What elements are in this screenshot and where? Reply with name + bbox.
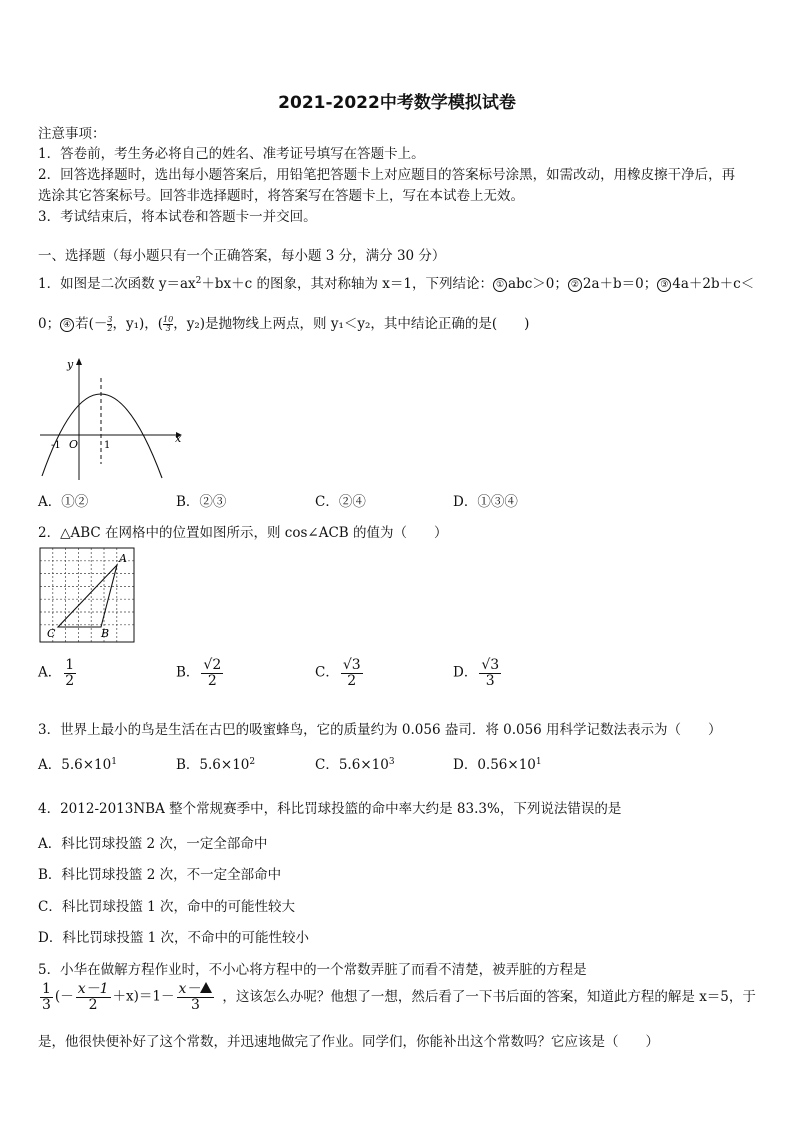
parabola-graph	[36, 352, 186, 484]
q4-option-c[interactable]: C．科比罚球投篮 1 次，命中的可能性较大	[38, 899, 296, 915]
q2-option-b-den: 2	[207, 672, 217, 689]
q1-line2	[38, 312, 529, 333]
q1-frac2-num: 10	[163, 315, 174, 324]
q1-line2-c: ，y₁)，(	[112, 316, 164, 332]
q3-option-b-exp: 2	[249, 757, 256, 767]
notice-heading: 注意事项：	[38, 126, 106, 142]
q4-option-b[interactable]: B．科比罚球投篮 2 次，不一定全部命中	[38, 867, 282, 883]
q1-line2-a: 0；	[38, 316, 61, 332]
parabola-curve	[42, 394, 162, 478]
q5-equation-line	[38, 982, 756, 1012]
q5-f2-den: 2	[88, 996, 98, 1013]
q5-f3-den: 3	[190, 996, 200, 1013]
page-title: 2021-2022中考数学模拟试卷	[278, 93, 516, 113]
q1-option-a[interactable]	[38, 490, 88, 510]
q1-frac-10-3	[163, 316, 173, 333]
q1-stmt-1: abc＞0；	[508, 276, 568, 292]
vertex-b-label: B	[101, 627, 110, 640]
q1-circle-4: ④	[60, 318, 74, 332]
q2-option-c-fraction	[341, 658, 363, 688]
q1-option-b-label: B．	[176, 494, 200, 510]
q2-option-a-fraction	[63, 658, 76, 688]
q5-frac-1-3	[40, 982, 53, 1012]
q5-line3: 是，他很快便补好了这个常数，并迅速地做完了作业。同学们，你能补出这个常数吗？它应该是（ ）	[38, 1034, 659, 1050]
notice-item-2-cont: 选涂其它答案标号。回答非选择题时，将答案写在答题卡上，写在本试卷上无效。	[38, 188, 524, 204]
q2-option-d-den: 3	[485, 672, 495, 689]
q1-frac2-den: 3	[165, 324, 171, 333]
q2-text: 2．△ABC 在网格中的位置如图所示，则 cos∠ACB 的值为（ ）	[38, 525, 448, 541]
q1-stmt-2: 2a＋b＝0；	[582, 276, 658, 292]
q3-option-b-label: B．	[176, 757, 200, 773]
q2-option-c-label: C．	[315, 664, 339, 681]
q2-option-b-fraction	[201, 658, 223, 688]
q4-option-d[interactable]: D．科比罚球投篮 1 次，不命中的可能性较小	[38, 930, 309, 946]
q1-sup: 2	[195, 276, 202, 286]
q2-option-d-fraction	[479, 658, 501, 688]
q1-option-d[interactable]	[453, 490, 518, 510]
tick-1-label: 1	[104, 440, 111, 451]
q1-option-a-label: A．	[38, 494, 62, 510]
q5-eq-part1: (－	[54, 988, 74, 1005]
q2-option-b[interactable]	[176, 658, 225, 688]
q1-option-d-text: ①③④	[477, 494, 518, 510]
q5-f1-den: 3	[42, 996, 51, 1013]
q3-text: 3．世界上最小的鸟是生活在古巴的吸蜜蜂鸟，它的质量约为 0.056 盎司．将 0.056 用科学记数法表示为（ ）	[38, 722, 722, 738]
q3-option-c-base: 5.6×10	[338, 757, 389, 773]
tick-neg1-label: -1	[51, 440, 61, 451]
q3-option-d-label: D．	[453, 757, 478, 773]
q1-circle-2: ②	[568, 278, 582, 292]
q3-option-c[interactable]	[315, 753, 395, 773]
q5-text-tail: ，这该怎么办呢？他想了一想，然后看了一下书后面的答案，知道此方程的解是 x＝5，于	[222, 988, 756, 1005]
q3-option-b-base: 5.6×10	[199, 757, 250, 773]
origin-label: O	[69, 438, 79, 451]
q5-f3-num-wrap	[177, 982, 215, 998]
q5-frac-x-1-2	[76, 982, 111, 1012]
q1-option-c-text: ②④	[338, 494, 366, 510]
q2-option-a-den: 2	[65, 672, 75, 689]
q3-option-d-exp: 1	[535, 757, 542, 767]
y-axis-label: y	[67, 358, 74, 371]
triangle-abc	[58, 565, 117, 627]
q3-option-c-label: C．	[315, 757, 339, 773]
q2-option-a[interactable]	[38, 658, 78, 688]
q5-text: 5．小华在做解方程作业时，不小心将方程中的一个常数弄脏了而看不清楚，被弄脏的方程是	[38, 962, 587, 978]
q1-option-d-label: D．	[453, 494, 478, 510]
q2-option-d-num: √3	[481, 657, 500, 673]
q5-f3-num: x－	[178, 981, 201, 997]
q3-option-c-exp: 3	[388, 757, 395, 767]
q1-text-a: 1．如图是二次函数 y＝ax	[38, 276, 196, 292]
q1-option-a-text: ①②	[61, 494, 89, 510]
vertex-c-label: C	[47, 627, 56, 640]
q2-grid-figure	[38, 546, 136, 644]
q1-circle-1: ①	[493, 278, 507, 292]
q1-text-b: ＋bx＋c 的图象，其对称轴为 x＝1，下列结论：	[201, 276, 494, 292]
q2-option-a-num: 1	[65, 657, 75, 673]
q5-f1-num: 1	[42, 981, 51, 997]
q2-option-b-num: √2	[203, 657, 222, 673]
q1-line2-d: ，y₂)是抛物线上两点，则 y₁＜y₂，其中结论正确的是( )	[173, 316, 530, 332]
section-heading: 一、选择题（每小题只有一个正确答案，每小题 3 分，满分 30 分）	[38, 248, 446, 264]
smudge-triangle-icon	[200, 982, 212, 993]
q1-option-c-label: C．	[315, 494, 339, 510]
q3-option-a-base: 5.6×10	[61, 757, 112, 773]
notice-item-2: 2．回答选择题时，选出每小题答案后，用铅笔把答题卡上对应题目的答案标号涂黑，如需改动，用橡皮擦干净后，再	[38, 167, 736, 183]
y-axis-arrow	[76, 358, 82, 365]
q2-option-d-label: D．	[453, 664, 478, 681]
q1-option-c[interactable]	[315, 490, 366, 510]
q1-circle-3: ③	[657, 278, 671, 292]
q4-text: 4．2012-2013NBA 整个常规赛季中，科比罚球投篮的命中率大约是 83.3%，下列说法错误的是	[38, 801, 622, 817]
q1-option-b-text: ②③	[199, 494, 227, 510]
q2-option-c[interactable]	[315, 658, 365, 688]
q2-option-c-den: 2	[347, 672, 357, 689]
q3-option-b[interactable]	[176, 753, 255, 773]
notice-item-3: 3．考试结束后，将本试卷和答题卡一并交回。	[38, 209, 317, 225]
q1-frac1-den: 2	[107, 324, 113, 333]
q3-option-d[interactable]	[453, 753, 542, 773]
q2-option-a-label: A．	[38, 664, 62, 681]
q2-option-c-num: √3	[342, 657, 361, 673]
q3-option-d-base: 0.56×10	[477, 757, 536, 773]
q1-line1	[38, 272, 754, 292]
q2-option-d[interactable]	[453, 658, 503, 688]
q2-option-b-label: B．	[176, 664, 200, 681]
x-axis-label: x	[175, 432, 182, 445]
notice-item-1: 1．答卷前，考生务必将自己的姓名、准考证号填写在答题卡上。	[38, 146, 425, 162]
vertex-a-label: A	[119, 552, 127, 565]
q5-eq-part2: ＋x)＝1－	[112, 988, 175, 1005]
q1-stmt-3: 4a＋2b＋c＜	[672, 276, 755, 292]
q5-f2-num: x－1	[77, 981, 109, 997]
q1-line2-b: 若(－	[75, 316, 108, 332]
q3-option-a-label: A．	[38, 757, 62, 773]
q3-option-a-exp: 1	[111, 757, 117, 767]
q1-option-b[interactable]	[176, 490, 226, 510]
q3-option-a[interactable]	[38, 753, 117, 773]
q5-frac-smudged	[177, 982, 215, 1012]
q4-option-a[interactable]: A．科比罚球投篮 2 次，一定全部命中	[38, 836, 268, 852]
q1-frac1-num: 3	[107, 315, 113, 324]
